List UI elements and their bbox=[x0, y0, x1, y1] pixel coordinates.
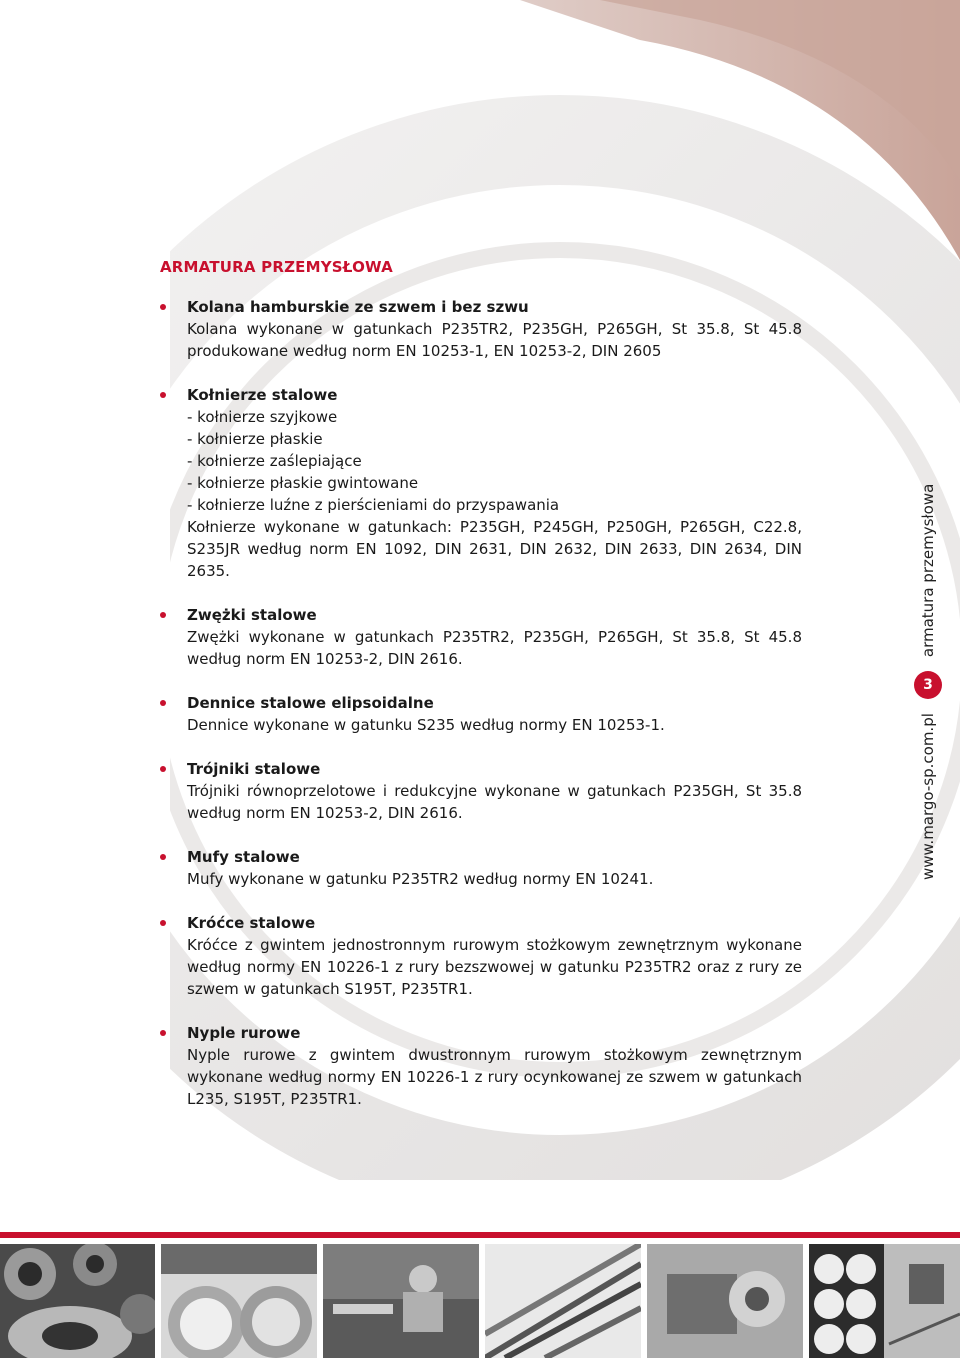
list-item bbox=[160, 604, 802, 670]
item-title: Mufy stalowe bbox=[187, 848, 300, 866]
item-title: Kołnierze stalowe bbox=[187, 386, 338, 404]
photo-strip bbox=[0, 1244, 960, 1358]
website-url[interactable]: www.margo-sp.com.pl bbox=[919, 713, 937, 880]
item-text: Zwężki wykonane w gatunkach P235TR2, P235GH, P265GH, St 35.8, St 45.8 według norm EN 10253-2, DIN 2616. bbox=[187, 628, 802, 668]
item-text: Kołnierze wykonane w gatunkach: P235GH, P245GH, P250GH, P265GH, C22.8, S235JR według norm EN 1092, DIN 2631, DIN 2632, DIN 2633, DIN 2634, DIN 2635. bbox=[187, 518, 802, 580]
list-item bbox=[160, 296, 802, 362]
item-text: Dennice wykonane w gatunku S235 według normy EN 10253-1. bbox=[187, 716, 665, 734]
pipe-bundle-photo bbox=[809, 1244, 960, 1358]
item-sub-line: - kołnierze luźne z pierścieniami do przyspawania bbox=[187, 496, 560, 514]
pipes-stock-photo bbox=[485, 1244, 641, 1358]
product-list bbox=[160, 296, 802, 1110]
machine-photo bbox=[647, 1244, 803, 1358]
item-title: Kolana hamburskie ze szwem i bez szwu bbox=[187, 298, 529, 316]
item-title: Nyple rurowe bbox=[187, 1024, 301, 1042]
section-title: ARMATURA PRZEMYSŁOWA bbox=[160, 258, 393, 276]
list-item bbox=[160, 1022, 802, 1110]
item-text: Nyple rurowe z gwintem dwustronnym rurowym stożkowym zewnętrznym wykonane według normy EN 10226-1 z rury ocynkowanej ze szwem w gatunkach L235, S195T, P235TR1. bbox=[187, 1046, 802, 1108]
list-item bbox=[160, 692, 802, 736]
flanges-photo bbox=[0, 1244, 155, 1358]
side-caption bbox=[898, 470, 937, 880]
worker-photo bbox=[323, 1244, 479, 1358]
item-sub-line: - kołnierze płaskie gwintowane bbox=[187, 474, 419, 492]
item-sub-line: - kołnierze zaślepiające bbox=[187, 452, 362, 470]
list-item bbox=[160, 758, 802, 824]
item-sub-line: - kołnierze płaskie bbox=[187, 430, 323, 448]
item-sub-line: - kołnierze szyjkowe bbox=[187, 408, 338, 426]
item-text: Kolana wykonane w gatunkach P235TR2, P235GH, P265GH, St 35.8, St 45.8 produkowane według norm EN 10253-1, EN 10253-2, DIN 2605 bbox=[187, 320, 802, 360]
item-title: Króćce stalowe bbox=[187, 914, 316, 932]
item-text: Króćce z gwintem jednostronnym rurowym stożkowym zewnętrznym wykonane według normy EN 10226-1 z rury bezszwowej w gatunku P235TR2 oraz z rury ze szwem w gatunkach S195T, P235TR1. bbox=[187, 936, 802, 998]
pipe-fittings-photo bbox=[161, 1244, 317, 1358]
item-text: Trójniki równoprzelotowe i redukcyjne wykonane w gatunkach P235GH, St 35.8 według norm EN 10253-2, DIN 2616. bbox=[187, 782, 802, 822]
footer-divider bbox=[0, 1232, 960, 1238]
list-item bbox=[160, 384, 802, 582]
item-title: Dennice stalowe elipsoidalne bbox=[187, 694, 434, 712]
page-number-badge: 3 bbox=[914, 671, 942, 699]
item-title: Zwężki stalowe bbox=[187, 606, 317, 624]
item-title: Trójniki stalowe bbox=[187, 760, 321, 778]
section-caption: armatura przemysłowa bbox=[919, 483, 937, 658]
list-item bbox=[160, 846, 802, 890]
item-text: Mufy wykonane w gatunku P235TR2 według normy EN 10241. bbox=[187, 870, 654, 888]
list-item bbox=[160, 912, 802, 1000]
